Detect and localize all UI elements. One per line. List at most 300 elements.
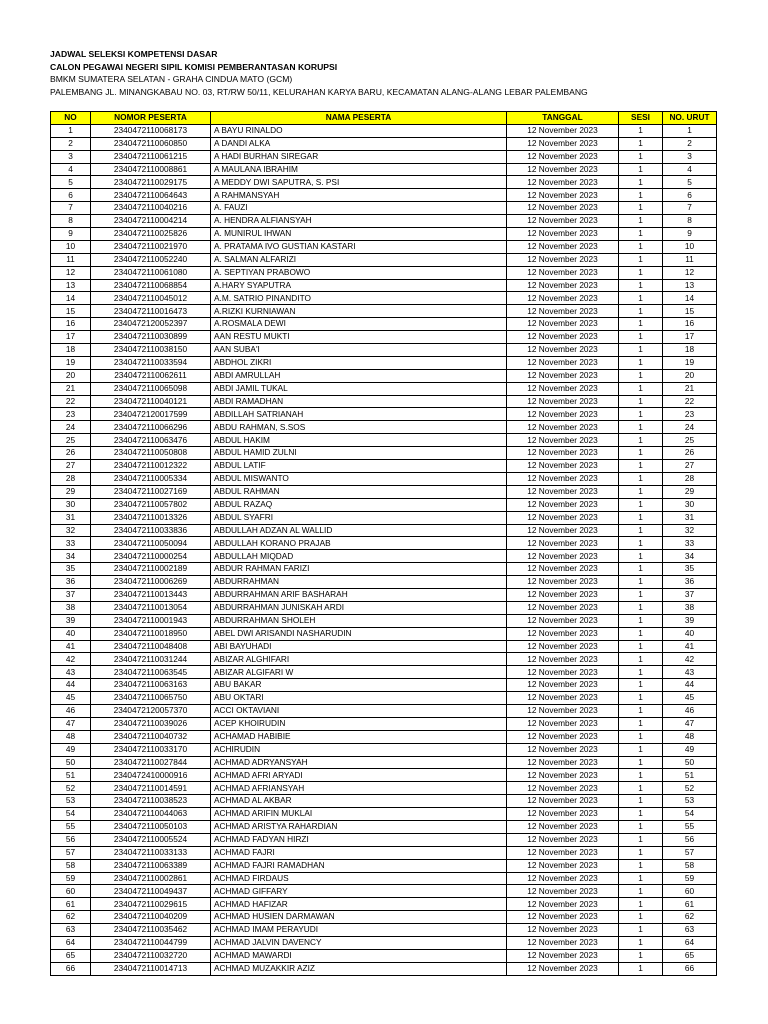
cell-nama-peserta: ABDURRAHMAN ARIF BASHARAH	[211, 588, 507, 601]
cell-no: 16	[51, 318, 91, 331]
table-row	[51, 550, 717, 563]
participant-table	[50, 111, 717, 976]
cell-tanggal: 12 November 2023	[507, 408, 619, 421]
cell-tanggal: 12 November 2023	[507, 498, 619, 511]
cell-no-urut: 13	[663, 279, 717, 292]
table-row	[51, 859, 717, 872]
cell-no: 29	[51, 485, 91, 498]
table-row	[51, 588, 717, 601]
cell-tanggal: 12 November 2023	[507, 640, 619, 653]
cell-tanggal: 12 November 2023	[507, 872, 619, 885]
cell-no: 22	[51, 395, 91, 408]
cell-nama-peserta: AAN RESTU MUKTI	[211, 331, 507, 344]
cell-no-urut: 9	[663, 228, 717, 241]
cell-sesi: 1	[619, 421, 663, 434]
cell-tanggal: 12 November 2023	[507, 356, 619, 369]
cell-nama-peserta: A. HENDRA ALFIANSYAH	[211, 215, 507, 228]
cell-no: 50	[51, 756, 91, 769]
cell-nomor-peserta: 2340472110045012	[91, 292, 211, 305]
cell-no-urut: 44	[663, 679, 717, 692]
cell-nama-peserta: ACHMAD FAJRI	[211, 846, 507, 859]
cell-no-urut: 5	[663, 176, 717, 189]
cell-sesi: 1	[619, 653, 663, 666]
cell-sesi: 1	[619, 240, 663, 253]
cell-no-urut: 23	[663, 408, 717, 421]
cell-no: 27	[51, 460, 91, 473]
cell-nama-peserta: ABDILLAH SATRIANAH	[211, 408, 507, 421]
cell-nomor-peserta: 2340472110025826	[91, 228, 211, 241]
table-row	[51, 666, 717, 679]
cell-sesi: 1	[619, 395, 663, 408]
cell-nomor-peserta: 2340472110002861	[91, 872, 211, 885]
cell-nama-peserta: ABI BAYUHADI	[211, 640, 507, 653]
table-row	[51, 563, 717, 576]
cell-sesi: 1	[619, 163, 663, 176]
cell-nomor-peserta: 2340472110044799	[91, 937, 211, 950]
cell-no-urut: 7	[663, 202, 717, 215]
table-row	[51, 743, 717, 756]
cell-sesi: 1	[619, 382, 663, 395]
table-row	[51, 846, 717, 859]
table-row	[51, 356, 717, 369]
cell-no: 56	[51, 833, 91, 846]
cell-nomor-peserta: 2340472110004214	[91, 215, 211, 228]
cell-tanggal: 12 November 2023	[507, 820, 619, 833]
table-row	[51, 962, 717, 975]
cell-no: 62	[51, 911, 91, 924]
cell-sesi: 1	[619, 485, 663, 498]
cell-no-urut: 12	[663, 266, 717, 279]
table-row	[51, 756, 717, 769]
cell-tanggal: 12 November 2023	[507, 511, 619, 524]
cell-tanggal: 12 November 2023	[507, 937, 619, 950]
cell-nomor-peserta: 2340472110050103	[91, 820, 211, 833]
cell-no-urut: 50	[663, 756, 717, 769]
cell-no: 42	[51, 653, 91, 666]
cell-sesi: 1	[619, 472, 663, 485]
cell-no: 39	[51, 614, 91, 627]
cell-no: 54	[51, 808, 91, 821]
table-row	[51, 344, 717, 357]
cell-nomor-peserta: 2340472110005334	[91, 472, 211, 485]
table-row	[51, 124, 717, 137]
cell-tanggal: 12 November 2023	[507, 240, 619, 253]
cell-nomor-peserta: 2340472110040209	[91, 911, 211, 924]
cell-no-urut: 60	[663, 885, 717, 898]
cell-nama-peserta: A HADI BURHAN SIREGAR	[211, 150, 507, 163]
cell-tanggal: 12 November 2023	[507, 898, 619, 911]
cell-nomor-peserta: 2340472110065098	[91, 382, 211, 395]
cell-nomor-peserta: 2340472110064643	[91, 189, 211, 202]
cell-no-urut: 42	[663, 653, 717, 666]
cell-sesi: 1	[619, 202, 663, 215]
cell-no: 19	[51, 356, 91, 369]
table-row	[51, 653, 717, 666]
cell-no: 11	[51, 253, 91, 266]
table-row	[51, 253, 717, 266]
cell-nama-peserta: ACEP KHOIRUDIN	[211, 717, 507, 730]
cell-sesi: 1	[619, 743, 663, 756]
cell-sesi: 1	[619, 717, 663, 730]
cell-no: 34	[51, 550, 91, 563]
cell-tanggal: 12 November 2023	[507, 447, 619, 460]
cell-no: 12	[51, 266, 91, 279]
cell-tanggal: 12 November 2023	[507, 704, 619, 717]
table-row	[51, 176, 717, 189]
table-row	[51, 202, 717, 215]
cell-no: 18	[51, 344, 91, 357]
table-row	[51, 434, 717, 447]
cell-nama-peserta: ABDUR RAHMAN FARIZI	[211, 563, 507, 576]
cell-tanggal: 12 November 2023	[507, 395, 619, 408]
venue-name: BMKM SUMATERA SELATAN - GRAHA CINDUA MATO (GCM)	[50, 74, 293, 85]
cell-nomor-peserta: 2340472110008861	[91, 163, 211, 176]
cell-tanggal: 12 November 2023	[507, 369, 619, 382]
table-row	[51, 485, 717, 498]
cell-no: 48	[51, 730, 91, 743]
cell-no: 53	[51, 795, 91, 808]
candidate-subtitle: CALON PEGAWAI NEGERI SIPIL KOMISI PEMBERANTASAN KORUPSI	[50, 61, 338, 72]
cell-no-urut: 16	[663, 318, 717, 331]
cell-nomor-peserta: 2340472110039026	[91, 717, 211, 730]
table-row	[51, 820, 717, 833]
cell-nama-peserta: ACHMAD MUZAKKIR AZIZ	[211, 962, 507, 975]
cell-nama-peserta: ACHMAD FADYAN HIRZI	[211, 833, 507, 846]
cell-nama-peserta: ABDURRAHMAN SHOLEH	[211, 614, 507, 627]
table-row	[51, 808, 717, 821]
cell-no: 61	[51, 898, 91, 911]
cell-nama-peserta: ACHMAD AL AKBAR	[211, 795, 507, 808]
cell-nama-peserta: AAN SUBA'I	[211, 344, 507, 357]
cell-nama-peserta: ABDURRAHMAN	[211, 576, 507, 589]
cell-no-urut: 51	[663, 769, 717, 782]
cell-nama-peserta: A MAULANA IBRAHIM	[211, 163, 507, 176]
cell-sesi: 1	[619, 640, 663, 653]
cell-tanggal: 12 November 2023	[507, 176, 619, 189]
cell-tanggal: 12 November 2023	[507, 782, 619, 795]
cell-tanggal: 12 November 2023	[507, 601, 619, 614]
cell-no-urut: 45	[663, 692, 717, 705]
cell-sesi: 1	[619, 356, 663, 369]
cell-no: 23	[51, 408, 91, 421]
cell-nomor-peserta: 2340472110063545	[91, 666, 211, 679]
cell-no-urut: 47	[663, 717, 717, 730]
cell-nomor-peserta: 2340472110031244	[91, 653, 211, 666]
cell-no: 26	[51, 447, 91, 460]
cell-nomor-peserta: 2340472110044063	[91, 808, 211, 821]
cell-no-urut: 56	[663, 833, 717, 846]
cell-nomor-peserta: 2340472110061080	[91, 266, 211, 279]
cell-tanggal: 12 November 2023	[507, 717, 619, 730]
cell-no: 57	[51, 846, 91, 859]
cell-nomor-peserta: 2340472110040121	[91, 395, 211, 408]
cell-tanggal: 12 November 2023	[507, 163, 619, 176]
cell-no: 1	[51, 124, 91, 137]
cell-nomor-peserta: 2340472110012322	[91, 460, 211, 473]
table-row	[51, 472, 717, 485]
cell-sesi: 1	[619, 228, 663, 241]
table-row	[51, 898, 717, 911]
cell-sesi: 1	[619, 460, 663, 473]
cell-nomor-peserta: 2340472120052397	[91, 318, 211, 331]
table-row	[51, 614, 717, 627]
cell-nomor-peserta: 2340472110066296	[91, 421, 211, 434]
cell-sesi: 1	[619, 820, 663, 833]
cell-sesi: 1	[619, 627, 663, 640]
cell-sesi: 1	[619, 679, 663, 692]
cell-sesi: 1	[619, 550, 663, 563]
cell-tanggal: 12 November 2023	[507, 911, 619, 924]
cell-no-urut: 35	[663, 563, 717, 576]
cell-nama-peserta: A.HARY SYAPUTRA	[211, 279, 507, 292]
cell-no: 35	[51, 563, 91, 576]
cell-no-urut: 30	[663, 498, 717, 511]
cell-no: 51	[51, 769, 91, 782]
cell-nomor-peserta: 2340472110006269	[91, 576, 211, 589]
table-header-row	[51, 112, 717, 125]
cell-sesi: 1	[619, 588, 663, 601]
cell-no: 2	[51, 137, 91, 150]
cell-tanggal: 12 November 2023	[507, 627, 619, 640]
cell-no-urut: 43	[663, 666, 717, 679]
cell-no: 33	[51, 537, 91, 550]
cell-sesi: 1	[619, 704, 663, 717]
table-row	[51, 885, 717, 898]
cell-nomor-peserta: 2340472120057370	[91, 704, 211, 717]
cell-nama-peserta: ACHMAD FIRDAUS	[211, 872, 507, 885]
cell-tanggal: 12 November 2023	[507, 421, 619, 434]
cell-no: 41	[51, 640, 91, 653]
cell-nomor-peserta: 2340472110014591	[91, 782, 211, 795]
cell-nomor-peserta: 2340472110038523	[91, 795, 211, 808]
cell-sesi: 1	[619, 756, 663, 769]
cell-sesi: 1	[619, 833, 663, 846]
cell-sesi: 1	[619, 898, 663, 911]
table-row	[51, 795, 717, 808]
cell-tanggal: 12 November 2023	[507, 859, 619, 872]
col-header-no: NO	[51, 112, 91, 125]
cell-no-urut: 49	[663, 743, 717, 756]
table-row	[51, 782, 717, 795]
cell-sesi: 1	[619, 911, 663, 924]
table-row	[51, 228, 717, 241]
cell-no-urut: 34	[663, 550, 717, 563]
cell-tanggal: 12 November 2023	[507, 215, 619, 228]
cell-no-urut: 20	[663, 369, 717, 382]
cell-no: 47	[51, 717, 91, 730]
cell-nama-peserta: ABDUL RAHMAN	[211, 485, 507, 498]
table-row	[51, 382, 717, 395]
cell-no: 5	[51, 176, 91, 189]
cell-tanggal: 12 November 2023	[507, 266, 619, 279]
cell-nama-peserta: ABDULLAH ADZAN AL WALLID	[211, 524, 507, 537]
col-header-tanggal: TANGGAL	[507, 112, 619, 125]
cell-sesi: 1	[619, 537, 663, 550]
cell-tanggal: 12 November 2023	[507, 485, 619, 498]
cell-nama-peserta: ABDUL RAZAQ	[211, 498, 507, 511]
cell-nama-peserta: ABDHOL ZIKRI	[211, 356, 507, 369]
cell-no-urut: 61	[663, 898, 717, 911]
cell-no-urut: 64	[663, 937, 717, 950]
cell-no-urut: 28	[663, 472, 717, 485]
cell-tanggal: 12 November 2023	[507, 795, 619, 808]
table-row	[51, 331, 717, 344]
cell-tanggal: 12 November 2023	[507, 924, 619, 937]
cell-nomor-peserta: 2340472110014713	[91, 962, 211, 975]
cell-no-urut: 36	[663, 576, 717, 589]
table-row	[51, 640, 717, 653]
cell-nomor-peserta: 2340472110000254	[91, 550, 211, 563]
cell-nama-peserta: ABIZAR ALGHIFARI	[211, 653, 507, 666]
cell-sesi: 1	[619, 730, 663, 743]
cell-no-urut: 26	[663, 447, 717, 460]
cell-no: 6	[51, 189, 91, 202]
venue-address: PALEMBANG JL. MINANGKABAU NO. 03, RT/RW 50/11, KELURAHAN KARYA BARU, KECAMATAN ALANG-ALANG LEBAR PALEMBANG	[50, 86, 588, 97]
table-row	[51, 704, 717, 717]
cell-no: 24	[51, 421, 91, 434]
table-row	[51, 421, 717, 434]
cell-no-urut: 57	[663, 846, 717, 859]
cell-nomor-peserta: 2340472120017599	[91, 408, 211, 421]
cell-sesi: 1	[619, 614, 663, 627]
cell-no-urut: 24	[663, 421, 717, 434]
cell-nama-peserta: ABDUL HAMID ZULNI	[211, 447, 507, 460]
cell-tanggal: 12 November 2023	[507, 756, 619, 769]
table-row	[51, 369, 717, 382]
cell-no-urut: 59	[663, 872, 717, 885]
cell-nama-peserta: ABDI JAMIL TUKAL	[211, 382, 507, 395]
cell-nama-peserta: ABDUL SYAFRI	[211, 511, 507, 524]
cell-sesi: 1	[619, 331, 663, 344]
cell-nama-peserta: A DANDI ALKA	[211, 137, 507, 150]
cell-nomor-peserta: 2340472110061215	[91, 150, 211, 163]
cell-sesi: 1	[619, 949, 663, 962]
cell-sesi: 1	[619, 872, 663, 885]
cell-no: 40	[51, 627, 91, 640]
cell-no-urut: 53	[663, 795, 717, 808]
table-row	[51, 937, 717, 950]
cell-tanggal: 12 November 2023	[507, 344, 619, 357]
cell-nama-peserta: A.M. SATRIO PINANDITO	[211, 292, 507, 305]
cell-nomor-peserta: 2340472110033170	[91, 743, 211, 756]
cell-no: 8	[51, 215, 91, 228]
table-row	[51, 266, 717, 279]
cell-no-urut: 31	[663, 511, 717, 524]
cell-nomor-peserta: 2340472110033836	[91, 524, 211, 537]
cell-nomor-peserta: 2340472110057802	[91, 498, 211, 511]
cell-tanggal: 12 November 2023	[507, 666, 619, 679]
cell-nama-peserta: A. MUNIRUL IHWAN	[211, 228, 507, 241]
cell-no: 37	[51, 588, 91, 601]
cell-tanggal: 12 November 2023	[507, 833, 619, 846]
table-row	[51, 601, 717, 614]
cell-nama-peserta: ACHMAD ARIFIN MUKLAI	[211, 808, 507, 821]
cell-tanggal: 12 November 2023	[507, 614, 619, 627]
cell-sesi: 1	[619, 885, 663, 898]
table-row	[51, 872, 717, 885]
cell-no-urut: 8	[663, 215, 717, 228]
cell-no: 3	[51, 150, 91, 163]
cell-sesi: 1	[619, 176, 663, 189]
table-row	[51, 511, 717, 524]
cell-no: 43	[51, 666, 91, 679]
cell-nama-peserta: ABU BAKAR	[211, 679, 507, 692]
cell-no: 65	[51, 949, 91, 962]
cell-nomor-peserta: 2340472110048408	[91, 640, 211, 653]
cell-nama-peserta: A.RIZKI KURNIAWAN	[211, 305, 507, 318]
table-row	[51, 279, 717, 292]
table-row	[51, 189, 717, 202]
cell-tanggal: 12 November 2023	[507, 808, 619, 821]
cell-nomor-peserta: 2340472110005524	[91, 833, 211, 846]
table-row	[51, 408, 717, 421]
cell-tanggal: 12 November 2023	[507, 962, 619, 975]
cell-sesi: 1	[619, 601, 663, 614]
cell-nomor-peserta: 2340472110001943	[91, 614, 211, 627]
cell-tanggal: 12 November 2023	[507, 292, 619, 305]
cell-nomor-peserta: 2340472110035462	[91, 924, 211, 937]
cell-nomor-peserta: 2340472110040216	[91, 202, 211, 215]
cell-sesi: 1	[619, 305, 663, 318]
cell-nomor-peserta: 2340472110030899	[91, 331, 211, 344]
cell-no: 15	[51, 305, 91, 318]
cell-no: 36	[51, 576, 91, 589]
cell-tanggal: 12 November 2023	[507, 653, 619, 666]
cell-no: 10	[51, 240, 91, 253]
cell-no-urut: 58	[663, 859, 717, 872]
cell-no-urut: 15	[663, 305, 717, 318]
cell-tanggal: 12 November 2023	[507, 537, 619, 550]
cell-nama-peserta: A. FAUZI	[211, 202, 507, 215]
cell-sesi: 1	[619, 292, 663, 305]
cell-sesi: 1	[619, 253, 663, 266]
cell-nomor-peserta: 2340472110018950	[91, 627, 211, 640]
cell-sesi: 1	[619, 563, 663, 576]
cell-nomor-peserta: 2340472110060850	[91, 137, 211, 150]
cell-sesi: 1	[619, 344, 663, 357]
cell-no: 66	[51, 962, 91, 975]
cell-no: 7	[51, 202, 91, 215]
cell-sesi: 1	[619, 937, 663, 950]
cell-no-urut: 22	[663, 395, 717, 408]
cell-no-urut: 55	[663, 820, 717, 833]
cell-tanggal: 12 November 2023	[507, 202, 619, 215]
cell-nama-peserta: ABDI RAMADHAN	[211, 395, 507, 408]
cell-no-urut: 21	[663, 382, 717, 395]
cell-no-urut: 48	[663, 730, 717, 743]
cell-sesi: 1	[619, 434, 663, 447]
table-row	[51, 924, 717, 937]
cell-no: 59	[51, 872, 91, 885]
cell-nomor-peserta: 2340472110027844	[91, 756, 211, 769]
cell-no-urut: 27	[663, 460, 717, 473]
table-row	[51, 305, 717, 318]
cell-nama-peserta: ABDUL LATIF	[211, 460, 507, 473]
table-row	[51, 318, 717, 331]
cell-sesi: 1	[619, 846, 663, 859]
cell-tanggal: 12 November 2023	[507, 550, 619, 563]
cell-sesi: 1	[619, 795, 663, 808]
cell-tanggal: 12 November 2023	[507, 189, 619, 202]
cell-nama-peserta: A. SALMAN ALFARIZI	[211, 253, 507, 266]
table-row	[51, 498, 717, 511]
cell-sesi: 1	[619, 266, 663, 279]
cell-sesi: 1	[619, 215, 663, 228]
cell-nama-peserta: ACHMAD MAWARDI	[211, 949, 507, 962]
cell-nomor-peserta: 2340472110029175	[91, 176, 211, 189]
cell-sesi: 1	[619, 189, 663, 202]
cell-nama-peserta: ACHMAD IMAM PERAYUDI	[211, 924, 507, 937]
